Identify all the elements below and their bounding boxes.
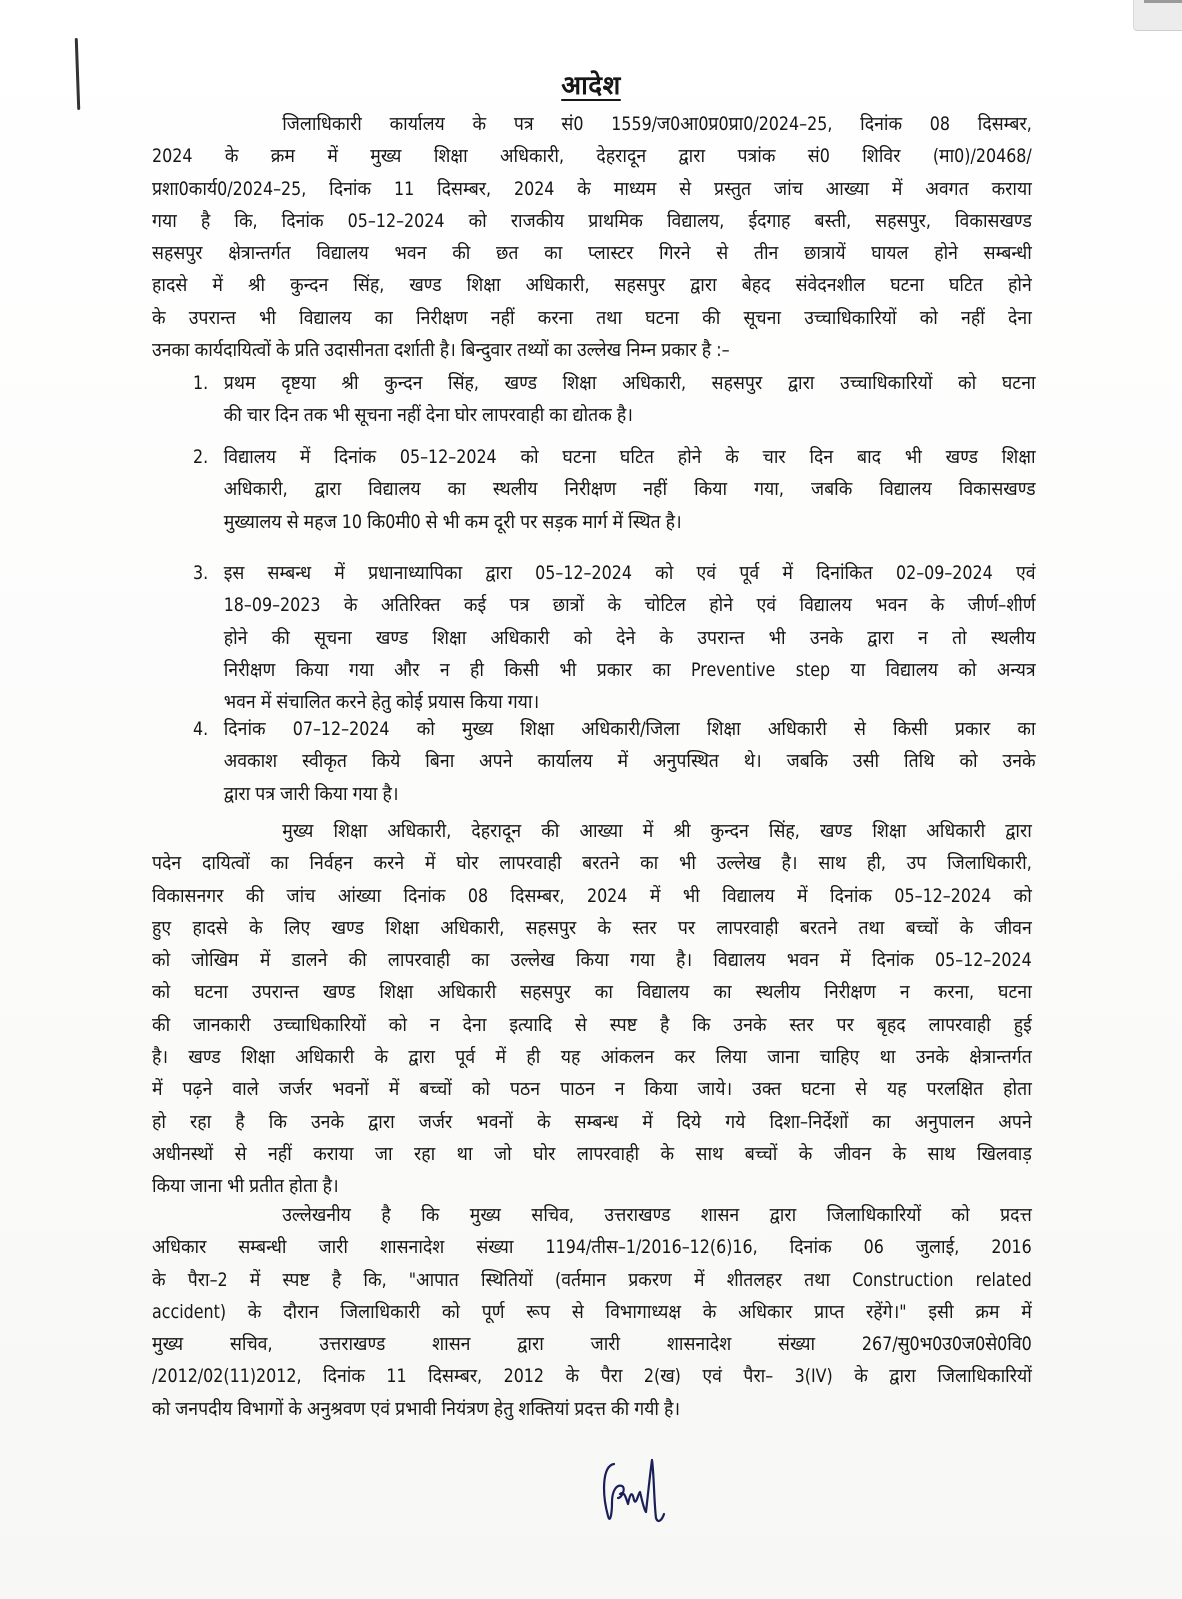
point-line: प्रथम दृष्टया श्री कुन्दन सिंह, खण्ड शिक्षा अधिकारी, सहसपुर द्वारा उच्चाधिकारियों को घटना (223, 372, 1036, 394)
page-title (0, 66, 1182, 102)
paragraph-line: accident) के दौरान जिलाधिकारी को पूर्ण रूप से विभागाध्यक्ष के अधिकार प्राप्त रहेंगे।" इसी क्रम में (152, 1300, 1032, 1323)
paragraph-line: के पैरा–2 में स्पष्ट है कि, "आपात स्थितियों (वर्तमान प्रकरण में शीतलहर तथा Construction related (152, 1268, 1032, 1291)
point-line: 18–09–2023 के अतिरिक्त कई पत्र छात्रों के चोटिल होने एवं विद्यालय भवन के जीर्ण–शीर्ण (223, 594, 1036, 617)
paragraph-2 (152, 815, 1032, 1203)
point-line: होने की सूचना खण्ड शिक्षा अधिकारी को देने के उपरान्त भी उनके द्वारा न तो स्थलीय (223, 626, 1036, 649)
paragraph-line: सहसपुर क्षेत्रान्तर्गत विद्यालय भवन की छत का प्लास्टर गिरने से तीन छात्रायें घायल होने सम्बन्धी (152, 242, 1032, 265)
paragraph-line: हुए हादसे के लिए खण्ड शिक्षा अधिकारी, सहसपुर के स्तर पर लापरवाही बरतने तथा बच्चों के जीवन (152, 916, 1032, 939)
paragraph-line: के उपरान्त भी विद्यालय का निरीक्षण नहीं करना तथा घटना की सूचना उच्चाधिकारियों को नहीं देना (152, 306, 1032, 329)
point-3 (193, 557, 1036, 718)
paragraph-line: मुख्य सचिव, उत्तराखण्ड शासन द्वारा जारी शासनादेश संख्या 267/सु0भ0उ0ज0से0वि0 (152, 1333, 1032, 1356)
point-4 (193, 713, 1036, 810)
point-line: भवन में संचालित करने हेतु कोई प्रयास किया गया। (223, 691, 540, 714)
point-line: दिनांक 07–12–2024 को मुख्य शिक्षा अधिकारी/जिला शिक्षा अधिकारी से किसी प्रकार का (223, 718, 1036, 740)
title-text: आदेश (561, 71, 621, 101)
point-number: 4. (193, 718, 209, 740)
paragraph-line: उल्लेखनीय है कि मुख्य सचिव, उत्तराखण्ड शासन द्वारा जिलाधिकारियों को प्रदत्त (282, 1204, 1032, 1226)
paragraph-line: में पढ़ने वाले जर्जर भवनों में बच्चों को पठन पाठन न किया जाये। उक्त घटना से यह परलक्षित होता (152, 1078, 1032, 1101)
paragraph-line: पदेन दायित्वों का निर्वहन करने में घोर लापरवाही बरतने का भी उल्लेख है। साथ ही, उप जिलाधिकारी, (152, 852, 1032, 875)
point-line: इस सम्बन्ध में प्रधानाध्यापिका द्वारा 05–12–2024 को एवं पूर्व में दिनांकित 02–09–2024 एवं (223, 562, 1036, 584)
paragraph-line: जिलाधिकारी कार्यालय के पत्र सं0 1559/ज0आ0प्र0प्रा0/2024–25, दिनांक 08 दिसम्बर, (282, 113, 1032, 135)
paragraph-3 (152, 1199, 1032, 1425)
paragraph-line: हो रहा है कि उनके द्वारा जर्जर भवनों के सम्बन्ध में दिये गये दिशा–निर्देशों का अनुपालन अपने (152, 1110, 1032, 1133)
paragraph-line: को घटना उपरान्त खण्ड शिक्षा अधिकारी सहसपुर का विद्यालय का स्थलीय निरीक्षण न करना, घटना (152, 981, 1032, 1004)
point-2 (193, 441, 1036, 538)
paragraph-line: गया है कि, दिनांक 05–12–2024 को राजकीय प्राथमिक विद्यालय, ईदगाह बस्ती, सहसपुर, विकासखण्ड (152, 209, 1032, 232)
point-line: की चार दिन तक भी सूचना नहीं देना घोर लापरवाही का द्योतक है। (223, 404, 633, 427)
point-line: निरीक्षण किया गया और न ही किसी भी प्रकार का Preventive step या विद्यालय को अन्यत्र (223, 658, 1036, 681)
point-line: अवकाश स्वीकृत किये बिना अपने कार्यालय में अनुपस्थित थे। जबकि उसी तिथि को उनके (223, 750, 1036, 773)
point-number: 3. (193, 562, 209, 584)
paragraph-line: अधिकार सम्बन्धी जारी शासनादेश संख्या 1194/तीस–1/2016–12(6)16, दिनांक 06 जुलाई, 2016 (152, 1236, 1032, 1259)
paragraph-line: है। खण्ड शिक्षा अधिकारी के द्वारा पूर्व में ही यह आंकलन कर लिया जाना चाहिए था उनके क्षेत्रान्तर्गत (152, 1046, 1032, 1069)
point-number: 2. (193, 446, 209, 468)
point-line: मुख्यालय से महज 10 कि0मी0 से भी कम दूरी पर सड़क मार्ग में स्थित है। (223, 510, 682, 533)
intro-paragraph (152, 108, 1032, 366)
corner-tab-bar (1144, 0, 1182, 3)
paragraph-line: की जानकारी उच्चाधिकारियों को न देना इत्यादि से स्पष्ट है कि उनके स्तर पर बृहद लापरवाही हुई (152, 1013, 1032, 1036)
paragraph-line: को जोखिम में डालने की लापरवाही का उल्लेख किया गया है। विद्यालय भवन में दिनांक 05–12–2024 (152, 949, 1032, 972)
paragraph-line: /2012/02(11)2012, दिनांक 11 दिसम्बर, 2012 के पैरा 2(ख) एवं पैरा– 3(IV) के द्वारा जिलाधिकारियों (152, 1365, 1032, 1388)
paragraph-line: को जनपदीय विभागों के अनुश्रवण एवं प्रभावी नियंत्रण हेतु शक्तियां प्रदत्त की गयी है। (152, 1397, 681, 1420)
paragraph-line: अधीनस्थों से नहीं कराया जा रहा था जो घोर लापरवाही के साथ बच्चों के जीवन के साथ खिलवाड़ (152, 1142, 1032, 1165)
viewer-corner-tab[interactable] (1133, 0, 1182, 31)
paragraph-line: विकासनगर की जांच आंख्या दिनांक 08 दिसम्बर, 2024 में भी विद्यालय में दिनांक 05–12–2024 को (152, 884, 1032, 907)
point-line: अधिकारी, द्वारा विद्यालय का स्थलीय निरीक्षण नहीं किया गया, जबकि विद्यालय विकासखण्ड (223, 478, 1036, 501)
point-line: विद्यालय में दिनांक 05–12–2024 को घटना घटित होने के चार दिन बाद भी खण्ड शिक्षा (223, 446, 1036, 468)
paragraph-line: हादसे में श्री कुन्दन सिंह, खण्ड शिक्षा अधिकारी, सहसपुर द्वारा बेहद संवेदनशील घटना घटित होने (152, 274, 1032, 297)
point-1 (193, 367, 1036, 432)
paragraph-line: किया जाना भी प्रतीत होता है। (152, 1175, 339, 1198)
paragraph-line: प्रशा0कार्य0/2024–25, दिनांक 11 दिसम्बर, 2024 के माध्यम से प्रस्तुत जांच आख्या में अवगत कराया (152, 177, 1032, 200)
paragraph-line: मुख्य शिक्षा अधिकारी, देहरादून की आख्या में श्री कुन्दन सिंह, खण्ड शिक्षा अधिकारी द्वारा (282, 820, 1032, 842)
point-line: द्वारा पत्र जारी किया गया है। (223, 782, 399, 805)
paragraph-line: उनका कार्यदायित्वों के प्रति उदासीनता दर्शाती है। बिन्दुवार तथ्यों का उल्लेख निम्न प्रकार है :– (152, 339, 730, 362)
paragraph-line: 2024 के क्रम में मुख्य शिक्षा अधिकारी, देहरादून द्वारा पत्रांक सं0 शिविर (मा0)/20468/ (152, 145, 1032, 168)
point-number: 1. (193, 372, 209, 394)
signature-icon (596, 1454, 676, 1534)
